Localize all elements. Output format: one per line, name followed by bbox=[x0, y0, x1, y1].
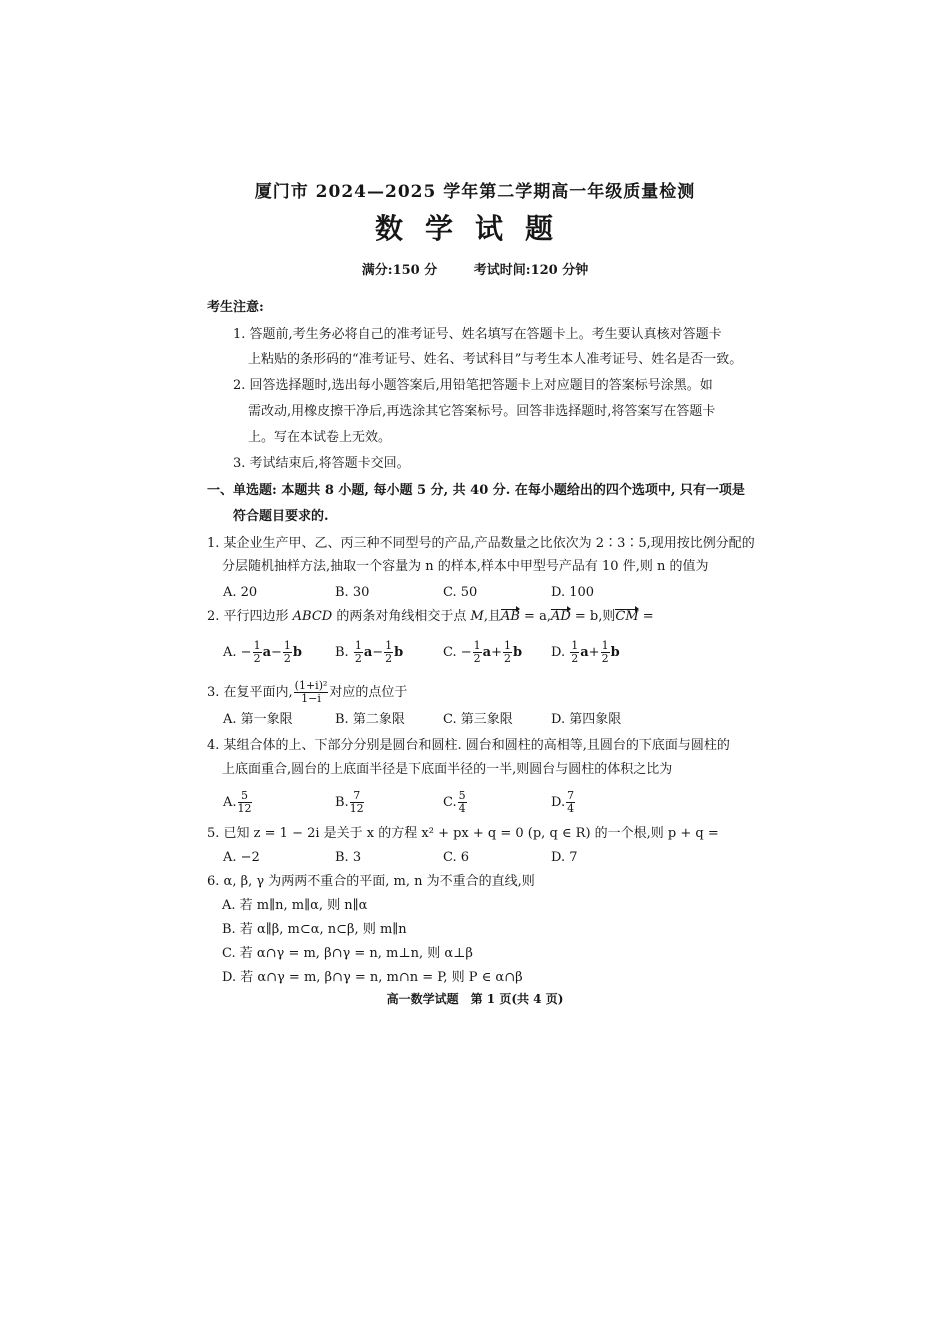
q3-option-a: A. 第一象限 bbox=[223, 712, 293, 727]
section-heading: 一、单选题: 本题共 8 小题, 每小题 5 分, 共 40 分. 在每小题给出的四个选项中, 只有一项是 bbox=[207, 483, 745, 498]
q6-option-c: C. 若 α∩γ = m, β∩γ = n, m⊥n, 则 α⊥β bbox=[222, 946, 473, 961]
question-2-stem: 2. 平行四边形 ABCD 的两条对角线相交于点 M,且AB = a,AD = b,则CM = bbox=[207, 609, 654, 624]
q6-option-b: B. 若 α∥β, m⊂α, n⊂β, 则 m∥n bbox=[222, 922, 407, 937]
q1-option-c: C. 50 bbox=[443, 585, 478, 600]
notice-line: 1. 答题前,考生务必将自己的准考证号、姓名填写在答题卡上。考生要认真核对答题卡 bbox=[233, 327, 722, 342]
q5-option-a: A. −2 bbox=[223, 850, 260, 865]
vector-ab: AB bbox=[500, 609, 520, 624]
q2-option-d: D. $\frac{1}{2}$ a+ $\frac{1}{2}$ b bbox=[551, 639, 620, 665]
q2-option-c: C. − $\frac{1}{2}$ a+ $\frac{1}{2}$ b bbox=[443, 639, 523, 665]
full-score: 满分:150 分 bbox=[361, 263, 438, 278]
notice-line: 需改动,用橡皮擦干净后,再选涂其它答案标号。回答非选择题时,将答案写在答题卡 bbox=[248, 404, 716, 419]
notice-heading: 考生注意: bbox=[207, 300, 264, 315]
q6-option-a: A. 若 m∥n, m∥α, 则 n∥α bbox=[222, 898, 368, 913]
q5-option-c: C. 6 bbox=[443, 850, 470, 865]
q4-option-d: D. $\frac{7}{4}$ bbox=[551, 789, 575, 815]
exam-time: 考试时间:120 分钟 bbox=[473, 263, 589, 278]
q3-option-c: C. 第三象限 bbox=[443, 712, 513, 727]
notice-line: 3. 考试结束后,将答题卡交回。 bbox=[233, 456, 410, 471]
q1-option-d: D. 100 bbox=[551, 585, 595, 600]
question-1-line: 分层随机抽样方法,抽取一个容量为 n 的样本,样本中甲型号产品有 10 件,则 n 的值为 bbox=[222, 559, 709, 574]
q4-option-c: C. $\frac{5}{4}$ bbox=[443, 789, 466, 815]
question-6-stem: 6. α, β, γ 为两两不重合的平面, m, n 为不重合的直线,则 bbox=[207, 874, 535, 889]
q3-option-d: D. 第四象限 bbox=[551, 712, 622, 727]
q1-option-b: B. 30 bbox=[335, 585, 370, 600]
question-4-line: 4. 某组合体的上、下部分分别是圆台和圆柱. 圆台和圆柱的高相等,且圆台的下底面与圆柱的 bbox=[207, 738, 730, 753]
question-4-line: 上底面重合,圆台的上底面半径是下底面半径的一半,则圆台与圆柱的体积之比为 bbox=[222, 762, 673, 777]
question-5-stem: 5. 已知 z = 1 − 2i 是关于 x 的方程 x² + px + q = 0 (p, q ∈ R) 的一个根,则 p + q = bbox=[207, 826, 719, 841]
q3-option-b: B. 第二象限 bbox=[335, 712, 405, 727]
q5-option-d: D. 7 bbox=[551, 850, 578, 865]
vector-cm: CM bbox=[615, 609, 639, 624]
q6-option-d: D. 若 α∩γ = m, β∩γ = n, m∩n = P, 则 P ∈ α∩β bbox=[222, 970, 523, 985]
q1-option-a: A. 20 bbox=[223, 585, 258, 600]
notice-line: 上。写在本试卷上无效。 bbox=[248, 430, 392, 445]
notice-line: 2. 回答选择题时,选出每小题答案后,用铅笔把答题卡上对应题目的答案标号涂黑。如 bbox=[233, 378, 713, 393]
question-3-stem: 3. 在复平面内, $\frac{\text{(1+i)²}}{1-i}$ 对应的点位于 bbox=[207, 679, 408, 705]
q2-option-b: B. $\frac{1}{2}$ a− $\frac{1}{2}$ b bbox=[335, 639, 404, 665]
vector-ad: AD bbox=[550, 609, 571, 624]
q5-option-b: B. 3 bbox=[335, 850, 362, 865]
q4-option-a: A. $\frac{5}{12}$ bbox=[223, 789, 252, 815]
question-1-line: 1. 某企业生产甲、乙、丙三种不同型号的产品,产品数量之比依次为 2∶3∶5,现用按比例分配的 bbox=[207, 536, 755, 551]
page-footer: 高一数学试题 第 1 页(共 4 页) bbox=[386, 992, 564, 1006]
subject-title: 数学试题 bbox=[374, 212, 575, 245]
exam-meta bbox=[0, 262, 950, 280]
section-heading-cont: 符合题目要求的. bbox=[233, 509, 329, 524]
notice-line: 上粘贴的条形码的“准考证号、姓名、考试科目”与考生本人准考证号、姓名是否一致。 bbox=[248, 352, 743, 367]
q2-option-a: A. − $\frac{1}{2}$ a− $\frac{1}{2}$ b bbox=[223, 639, 303, 665]
exam-title: 厦门市 2024—2025 学年第二学期高一年级质量检测 bbox=[254, 182, 696, 202]
q4-option-b: B. $\frac{7}{12}$ bbox=[335, 789, 364, 815]
